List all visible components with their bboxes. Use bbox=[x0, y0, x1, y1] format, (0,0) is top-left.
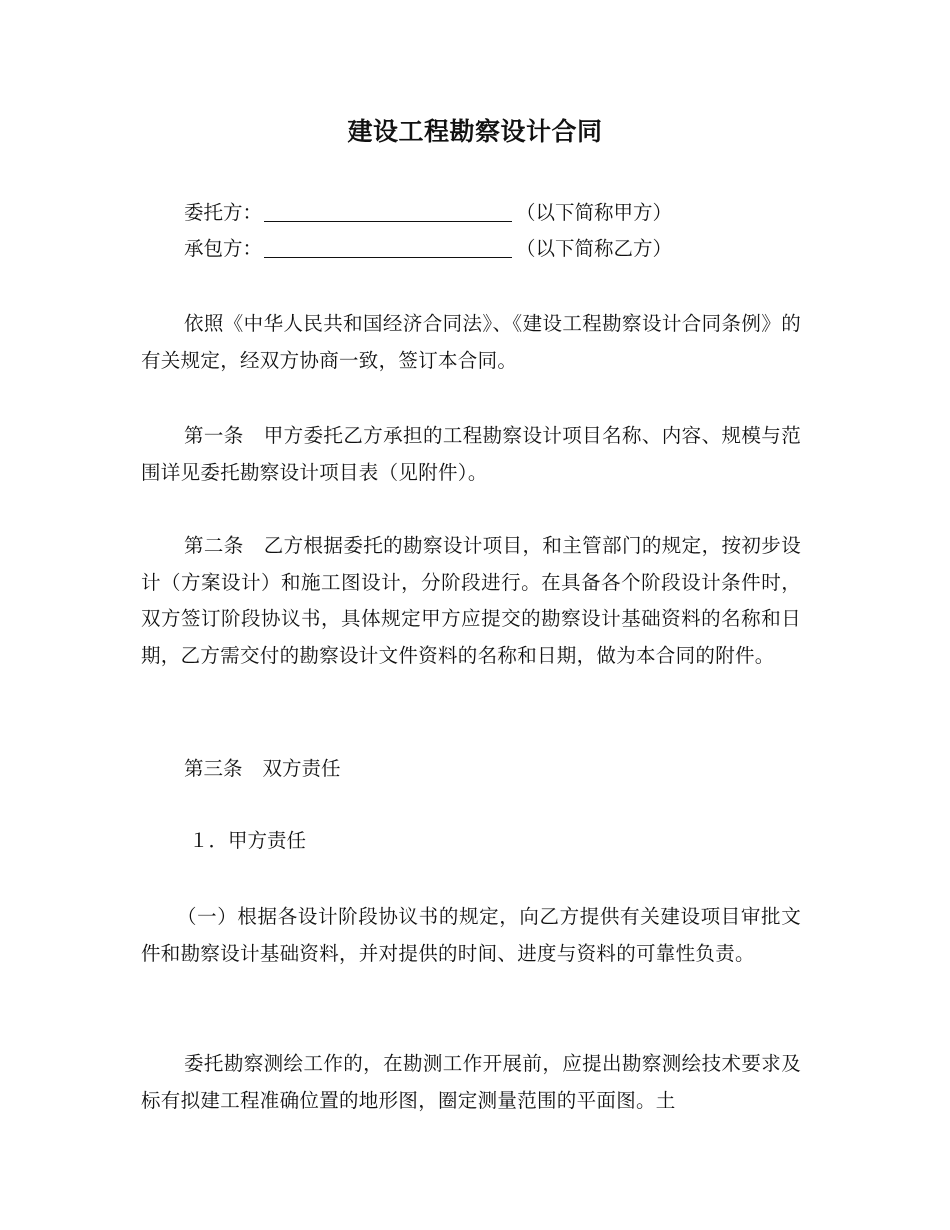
article-3-heading: 第三条 bbox=[184, 757, 243, 780]
survey-paragraph: 委托勘察测绘工作的，在勘测工作开展前，应提出勘察测绘技术要求及标有拟建工程准确位置的地形图，圈定测量范围的平面图。土 bbox=[141, 1052, 801, 1112]
contractor-line bbox=[184, 234, 672, 264]
clause-1-paragraph: （一）根据各设计阶段协议书的规定，向乙方提供有关建设项目审批文件和勘察设计基础资料，并对提供的时间、进度与资料的可靠性负责。 bbox=[141, 905, 801, 965]
contractor-suffix: （以下简称乙方） bbox=[516, 237, 673, 260]
preamble-paragraph: 依照《中华人民共和国经济合同法》、《建设工程勘察设计合同条例》的有关规定，经双方协商一致，签订本合同。 bbox=[141, 312, 801, 372]
contractor-label: 承包方： bbox=[184, 237, 263, 260]
client-suffix: （以下简称甲方） bbox=[516, 201, 673, 224]
contract-title: 建设工程勘察设计合同 bbox=[347, 117, 603, 146]
article-3-line bbox=[184, 754, 341, 784]
client-line bbox=[184, 198, 672, 228]
article-1-paragraph bbox=[141, 418, 801, 491]
article-2-paragraph bbox=[141, 528, 801, 674]
article-2-heading: 第二条 bbox=[184, 534, 244, 557]
article-2-text: 乙方根据委托的勘察设计项目，和主管部门的规定，按初步设计（方案设计）和施工图设计，分阶段进行。在具备各个阶段设计条件时，双方签订阶段协议书，具体规定甲方应提交的勘察设计基础资料的名称和日期，乙方需交付的勘察设计文件资料的名称和日期，做为本合同的附件。 bbox=[141, 534, 801, 667]
section-1-heading: １．甲方责任 bbox=[189, 829, 307, 852]
article-3-text: 双方责任 bbox=[262, 757, 341, 780]
client-name-blank bbox=[264, 199, 512, 222]
client-label: 委托方： bbox=[184, 201, 263, 224]
contractor-name-blank bbox=[264, 235, 512, 258]
article-1-text: 甲方委托乙方承担的工程勘察设计项目名称、内容、规模与范围详见委托勘察设计项目表（见附件）。 bbox=[141, 424, 801, 484]
article-1-heading: 第一条 bbox=[184, 424, 244, 447]
